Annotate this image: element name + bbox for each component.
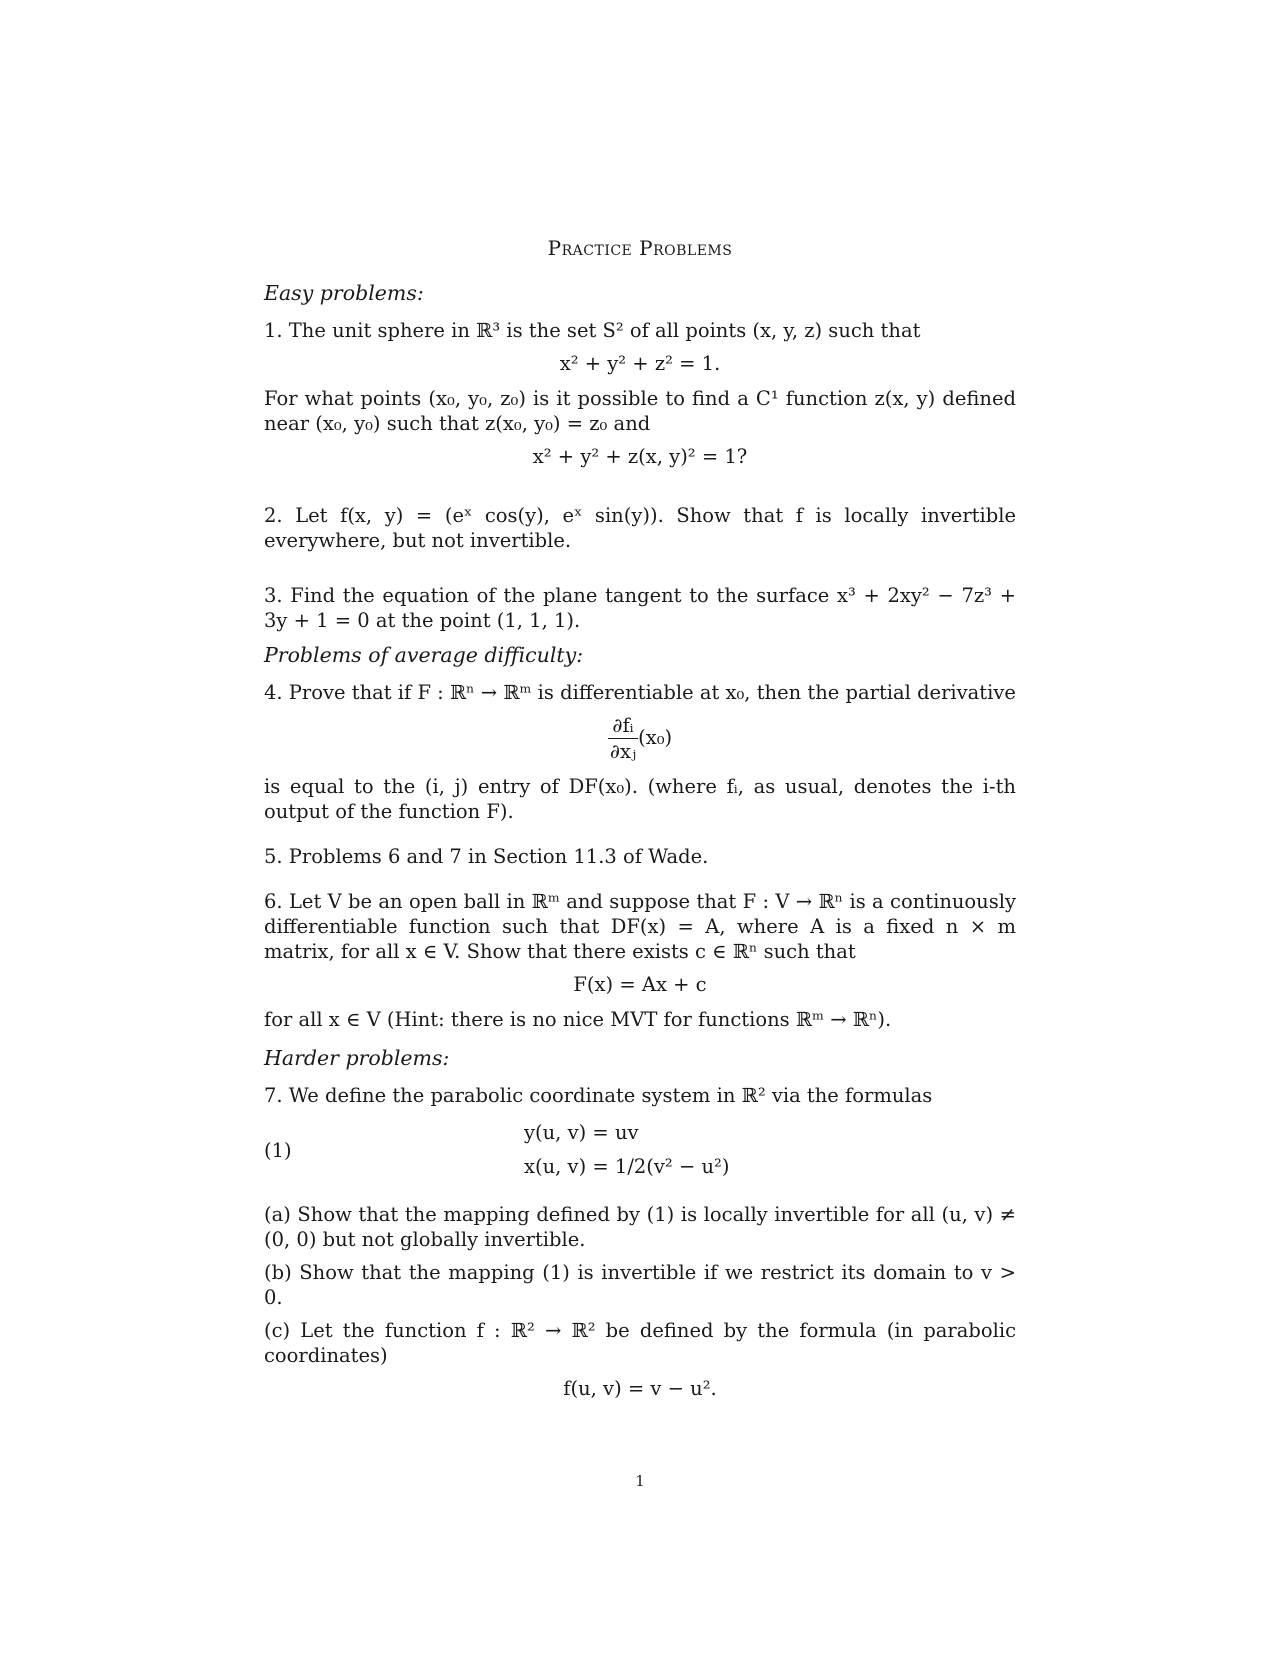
equation-lines: [324, 1116, 1016, 1184]
section-heading-easy: Easy problems:: [264, 281, 424, 305]
problem-1-equation-2: x² + y² + z(x, y)² = 1?: [532, 445, 748, 468]
problem-6-text-2: for all x ∈ V (Hint: there is no nice MVT for functions ℝᵐ → ℝⁿ).: [264, 1008, 892, 1031]
fraction-denominator: ∂xⱼ: [609, 740, 637, 763]
problem-7-part-a: (a) Show that the mapping defined by (1) is locally invertible for all (u, v) ≠ (0, 0) but not globally invertible.: [264, 1203, 1016, 1251]
problem-1-text-2: For what points (x₀, y₀, z₀) is it possible to find a C¹ function z(x, y) defined near (x₀, y₀) such that z(x₀, y₀) = z₀ and: [264, 387, 1016, 435]
problem-5: 5. Problems 6 and 7 in Section 11.3 of Wade.: [264, 845, 709, 868]
problem-4: [264, 680, 1016, 824]
problem-7-equations: [264, 1116, 1016, 1184]
problem-7-text: 7. We define the parabolic coordinate system in ℝ² via the formulas: [264, 1084, 933, 1107]
partial-fraction: [608, 713, 638, 764]
problem-7-equation: f(u, v) = v − u².: [563, 1377, 717, 1400]
problem-4-text-2: is equal to the (i, j) entry of DF(x₀). (where fᵢ, as usual, denotes the i-th output of the function F).: [264, 775, 1016, 823]
problem-7-part-b: (b) Show that the mapping (1) is invertible if we restrict its domain to v > 0.: [264, 1261, 1016, 1309]
equation-number: (1): [264, 1138, 292, 1162]
section-heading-harder: Harder problems:: [264, 1046, 450, 1070]
page-number: 1: [635, 1472, 645, 1490]
problem-6: [264, 889, 1016, 1032]
document-page: [264, 236, 1016, 1411]
equation-line-y: y(u, v) = uv: [524, 1121, 639, 1144]
problem-6-equation: F(x) = Ax + c: [573, 973, 707, 996]
fraction-numerator: ∂fᵢ: [608, 713, 638, 739]
problem-1-text: 1. The unit sphere in ℝ³ is the set S² of all points (x, y, z) such that: [264, 319, 921, 342]
problem-2: 2. Let f(x, y) = (eˣ cos(y), eˣ sin(y)). Show that f is locally invertible everywhere, but not invertible.: [264, 504, 1016, 552]
problem-7: [264, 1083, 1016, 1401]
page-title: Practice Problems: [547, 236, 733, 260]
fraction-argument: (x₀): [638, 726, 673, 749]
problem-3: 3. Find the equation of the plane tangent to the surface x³ + 2xy² − 7z³ + 3y + 1 = 0 at the point (1, 1, 1).: [264, 584, 1016, 632]
section-heading-average: Problems of average difficulty:: [264, 643, 584, 667]
problem-1-equation-1: x² + y² + z² = 1.: [559, 352, 721, 375]
problem-1: [264, 318, 1016, 469]
problem-4-text: 4. Prove that if F : ℝⁿ → ℝᵐ is differentiable at x₀, then the partial derivative: [264, 681, 1016, 704]
problem-6-text: 6. Let V be an open ball in ℝᵐ and suppose that F : V → ℝⁿ is a continuously differentiable function such that DF(x) = A, where A is a fixed n × m matrix, for all x ∈ V. Show that there exists c ∈ ℝⁿ such that: [264, 890, 1016, 963]
problem-7-part-c: (c) Let the function f : ℝ² → ℝ² be defined by the formula (in parabolic coordinates): [264, 1319, 1016, 1367]
equation-line-x: x(u, v) = 1/2(v² − u²): [524, 1155, 730, 1178]
problem-4-partial-derivative: [264, 713, 1016, 764]
